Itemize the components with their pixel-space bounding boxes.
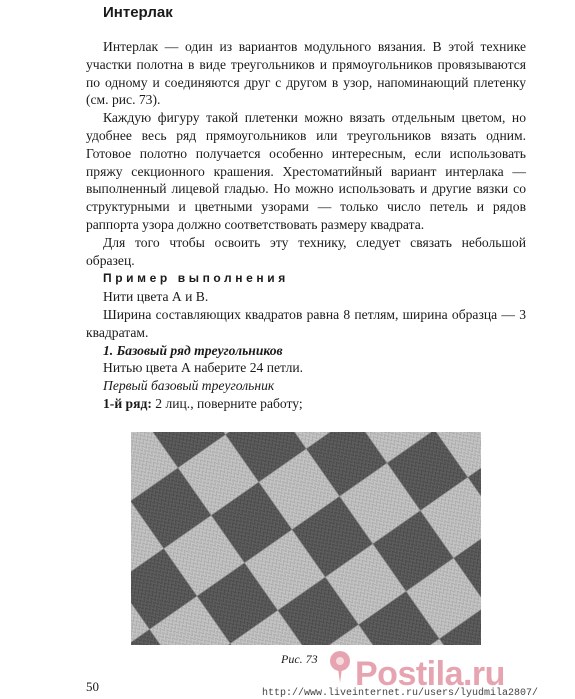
figure-caption: Рис. 73 bbox=[281, 652, 318, 666]
paragraph-intro: Интерлак — один из вариантов модульного вязания. В этой технике участки полотна в виде треугольников и прямоугольников провязываются по одному и соединяются друг с другом в узор, напоминающий плетенку (см. рис. 73). bbox=[86, 39, 526, 108]
paragraph-sample: Для того чтобы освоить эту технику, следует связать небольшой образец. bbox=[86, 234, 526, 268]
threads-line: Нити цвета А и В. bbox=[103, 289, 209, 305]
body-text bbox=[86, 38, 526, 413]
knitting-photo bbox=[131, 432, 481, 645]
section-heading: Интерлак bbox=[103, 4, 173, 21]
triangle-heading: Первый базовый треугольник bbox=[103, 378, 275, 394]
interlac-pattern-image bbox=[131, 432, 481, 645]
page-number: 50 bbox=[86, 679, 99, 694]
watermark-logo: Postila.ru bbox=[355, 655, 505, 693]
row-label: 1-й ряд: bbox=[103, 395, 152, 411]
pin-icon bbox=[327, 650, 353, 684]
row-text: 2 лиц., поверните работу; bbox=[151, 395, 303, 411]
paragraph-details: Каждую фигуру такой плетенки можно вязать отдельным цветом, но удобнее весь ряд прямоугольников или треугольников вязать одним. Готовое полотно получается особенно интересным, если использовать пряжу секционного крашения. Хрестоматийный вариант интерлака — выполненный лицевой гладью. Но можно использовать и другие вязки со структурными и цветными узорами — только число петель и рядов раппорта узора должно соответствовать размеру квадрата. bbox=[86, 110, 526, 232]
cast-on-line: Нитью цвета А наберите 24 петли. bbox=[103, 360, 304, 376]
example-heading: Пример выполнения bbox=[103, 271, 289, 286]
subsection-heading: 1. Базовый ряд треугольников bbox=[103, 342, 283, 358]
row-instruction bbox=[86, 395, 526, 413]
watermark-url: http://www.liveinternet.ru/users/lyudmila2807/ bbox=[262, 688, 539, 699]
width-line: Ширина составляющих квадратов равна 8 петлям, ширина образца — 3 квадратам. bbox=[86, 306, 526, 340]
